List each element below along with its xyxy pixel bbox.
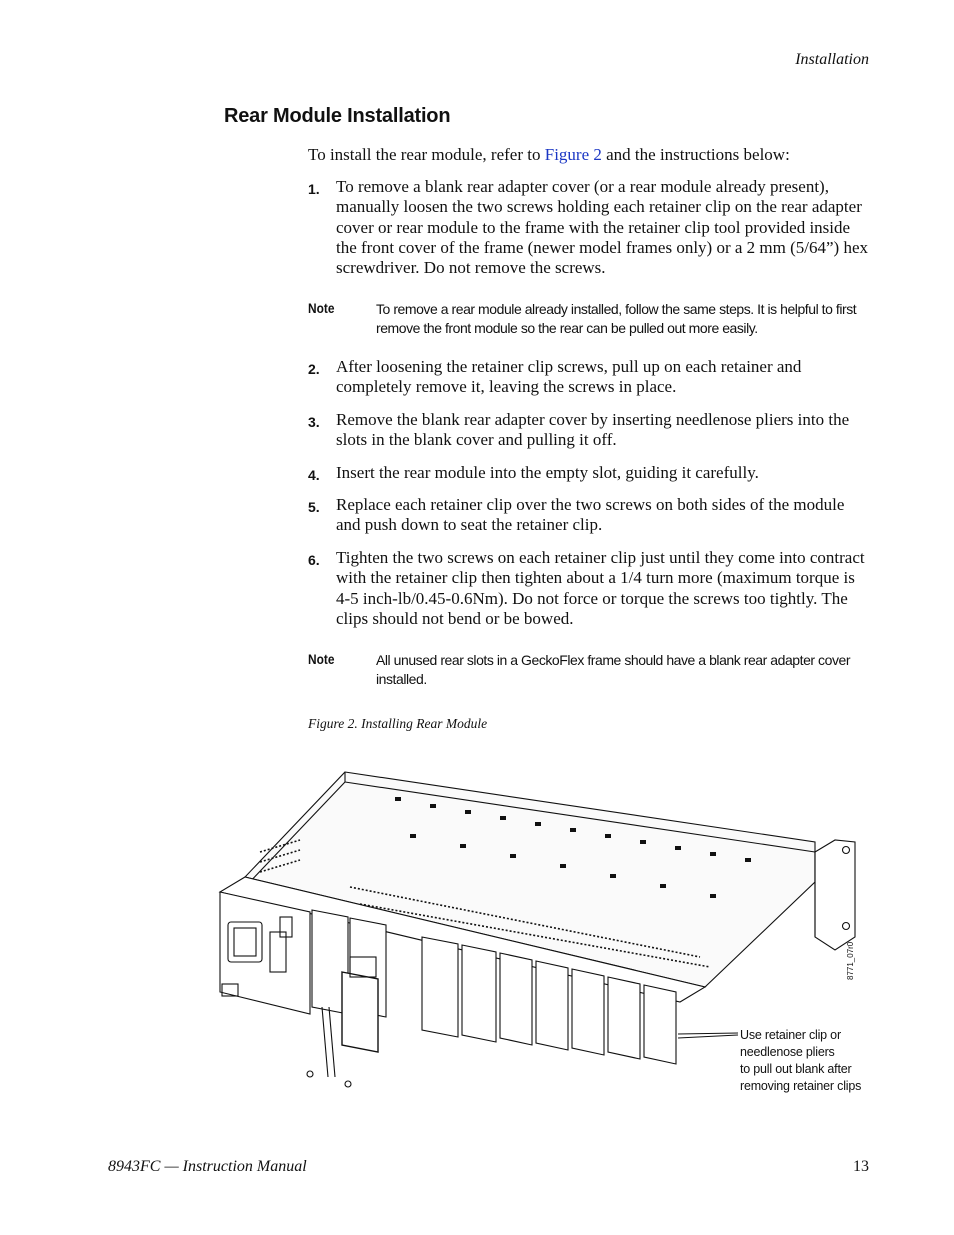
- figure-caption: Figure 2. Installing Rear Module: [308, 716, 488, 731]
- running-header: Installation: [795, 51, 869, 68]
- step-number: 4.: [308, 467, 320, 483]
- art-id: 8771_07r0: [846, 941, 855, 980]
- figure-callout: [740, 1027, 861, 1095]
- step-text: After loosening the retainer clip screws, pull up on each retainer and completely remove it, leaving the screws in place.: [336, 357, 802, 397]
- step-text: Insert the rear module into the empty slot, guiding it carefully.: [336, 463, 759, 482]
- callout-line: removing retainer clips: [740, 1079, 862, 1093]
- step-number: 3.: [308, 414, 320, 430]
- footer-page-number: 13: [853, 1158, 869, 1175]
- step-text: Replace each retainer clip over the two screws on both sides of the module and push down to seat the retainer clip.: [336, 495, 845, 535]
- intro-paragraph: [308, 145, 873, 165]
- note-label: Note: [308, 300, 335, 316]
- step-text: To remove a blank rear adapter cover (or a rear module already present), manually loosen the two screws holding each retainer clip on the rear adapter cover or rear module to the frame with the retainer clip tool provided inside the front cover of the frame (newer model frames only) or a 2 mm (5/64”) hex screwdriver. Do not remove the screws.: [336, 177, 868, 278]
- callout-line: needlenose pliers: [740, 1045, 835, 1059]
- note-label: Note: [308, 651, 335, 667]
- step-number: 2.: [308, 361, 320, 377]
- callout-line: Use retainer clip or: [740, 1028, 841, 1042]
- callout-line: to pull out blank after: [740, 1062, 852, 1076]
- figure-link[interactable]: Figure 2: [544, 145, 602, 164]
- section-heading: Rear Module Installation: [224, 105, 451, 127]
- intro-text-after: and the instructions below:: [601, 145, 790, 164]
- step-number: 6.: [308, 552, 320, 568]
- step-number: 1.: [308, 181, 320, 197]
- note-text: All unused rear slots in a GeckoFlex frame should have a blank rear adapter cover installed.: [376, 652, 851, 687]
- step-text: Remove the blank rear adapter cover by inserting needlenose pliers into the slots in the blank cover and pulling it off.: [336, 410, 850, 450]
- step-text: Tighten the two screws on each retainer clip just until they come into contract with the retainer clip then tighten about a 1/4 turn more (maximum torque is 4-5 inch-lb/0.45-0.6Nm). Do not force or torque the screws too tightly. The clips should not bend or be bowed.: [336, 548, 865, 628]
- footer-manual-title: 8943FC — Instruction Manual: [108, 1158, 307, 1175]
- note-text: To remove a rear module already installed, follow the same steps. It is helpful to first remove the front module so the rear can be pulled out more easily.: [376, 301, 857, 336]
- step-number: 5.: [308, 499, 320, 515]
- intro-text-before: To install the rear module, refer to: [308, 145, 545, 164]
